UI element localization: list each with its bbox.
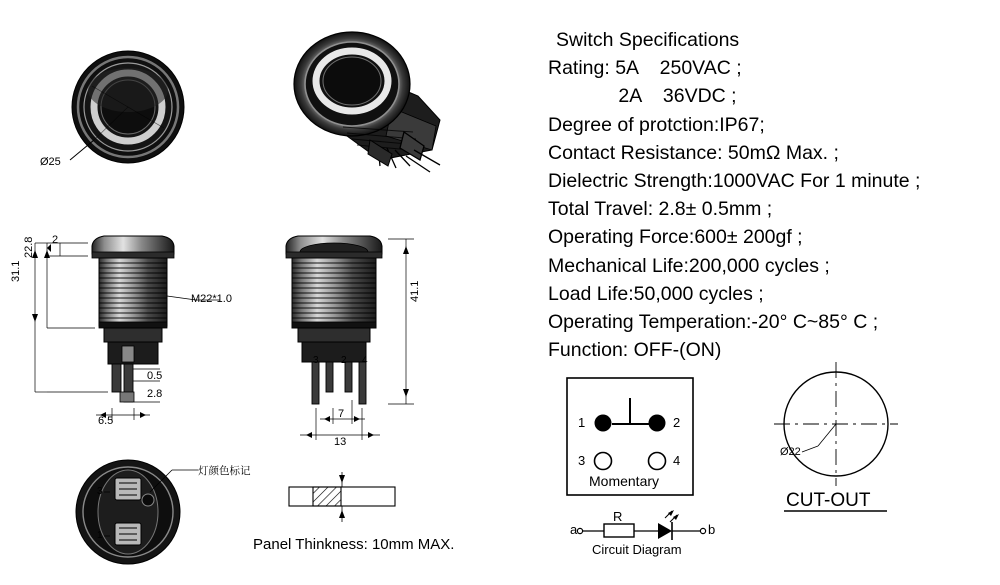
side-view-dim-0-5: 0.5	[147, 370, 163, 382]
rear-view-dim-13: 13	[334, 436, 347, 448]
rear-view-dim-7: 7	[338, 408, 345, 420]
spec-line-load-life: Load Life:50,000 cycles ;	[548, 282, 764, 305]
terminal-momentary-caption: Momentary	[589, 473, 660, 489]
rear-view-pin-4-label: 4	[362, 355, 368, 366]
side-elevation-drawing	[32, 236, 220, 420]
side-view-dim-6-5: 6.5	[98, 415, 114, 427]
rear-view-dim-41-1: 41.1	[409, 280, 421, 302]
rear-view-pin-3-label: 3	[313, 355, 319, 366]
spec-line-total-travel: Total Travel: 2.8± 0.5mm ;	[548, 198, 773, 221]
rear-face-view-drawing	[76, 460, 198, 564]
spec-line-protection: Degree of protction:IP67;	[548, 113, 765, 136]
spec-line-operating-force: Operating Force:600± 200gf ;	[548, 226, 803, 249]
spec-line-function: Function: OFF-(ON)	[548, 339, 722, 362]
side-view-dim-2: 2	[52, 234, 59, 246]
cutout-caption: CUT-OUT	[786, 490, 871, 511]
isometric-view-drawing	[294, 32, 440, 172]
front-view-drawing	[70, 51, 184, 163]
side-view-dim-2-8: 2.8	[147, 388, 163, 400]
bottom-view-pin-1-label: 1	[97, 530, 103, 541]
cutout-diameter-label: Ø22	[780, 446, 801, 458]
terminal-pin-3-label: 3	[578, 453, 586, 468]
circuit-resistor-label: R	[613, 509, 623, 524]
switch-specifications-block	[548, 26, 993, 364]
circuit-diagram-caption: Circuit Diagram	[592, 542, 682, 557]
side-view-dim-31-1: 31.1	[10, 260, 22, 282]
side-view-dim-22-8: 22.8	[23, 236, 35, 258]
circuit-diagram-drawing	[577, 510, 705, 540]
lamp-color-marker-note: 灯颜色标记	[198, 465, 251, 477]
spec-line-dielectric-strength: Dielectric Strength:1000VAC For 1 minute ;	[548, 170, 921, 193]
cutout-drawing	[774, 362, 898, 511]
front-view-diameter-label: Ø25	[40, 156, 61, 168]
spec-line-mechanical-life: Mechanical Life:200,000 cycles ;	[548, 254, 830, 277]
circuit-terminal-b-label: b	[708, 522, 716, 537]
terminal-pin-4-label: 4	[673, 453, 681, 468]
rear-view-pin-2-label: 2	[341, 355, 347, 366]
side-view-thread-callout: M22*1.0	[191, 293, 232, 305]
terminal-pin-2-label: 2	[673, 415, 681, 430]
spec-line-rating-ac: Rating: 5A 250VAC ;	[548, 57, 742, 80]
spec-line-contact-resistance: Contact Resistance: 50mΩ Max. ;	[548, 141, 839, 164]
panel-thickness-note: Panel Thinkness: 10mm MAX.	[253, 536, 455, 553]
panel-section-drawing	[289, 472, 395, 522]
terminal-pin-1-label: 1	[578, 415, 586, 430]
circuit-terminal-a-label: a	[570, 522, 578, 537]
spec-line-operating-temperature: Operating Temperation:-20° C~85° C ;	[548, 311, 879, 334]
spec-title: Switch Specifications	[556, 29, 740, 51]
bottom-view-pin-3-label: 3	[97, 486, 103, 497]
spec-line-rating-dc: 2A 36VDC ;	[548, 85, 737, 108]
rear-elevation-drawing	[286, 236, 414, 440]
